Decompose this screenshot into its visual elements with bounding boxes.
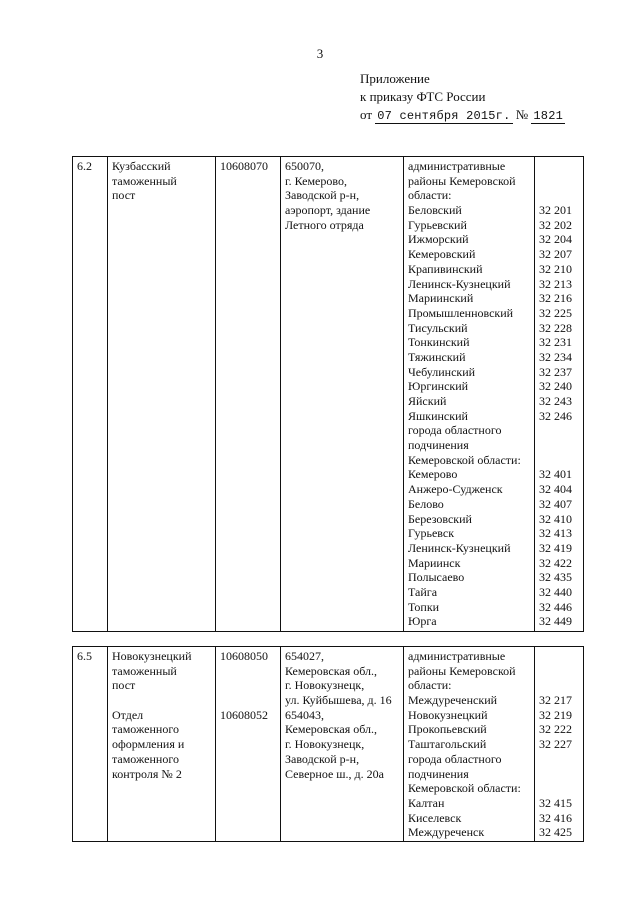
list-item: Прокопьевский bbox=[408, 722, 487, 737]
post-address: 654027, Кемеровская обл., г. Новокузнецк, ул. Куйбышева, д. 16 654043, Кемеровская обл., г. Новокузнецк, Заводской р-н, Северное ш., д. 20а bbox=[281, 647, 404, 841]
list-item: Яйский bbox=[408, 394, 447, 408]
list-item: Калтан bbox=[408, 795, 445, 810]
post-code: 10608070 bbox=[216, 157, 281, 631]
appendix-no-label: № bbox=[515, 107, 529, 122]
region-codes: 32 217 32 219 32 222 32 227 32 415 32 416 32 425 bbox=[539, 693, 572, 840]
list-item: Кемеровский bbox=[408, 247, 476, 262]
list-item: Кемерово bbox=[408, 467, 458, 482]
list-item: Новокузнецкий bbox=[408, 707, 488, 722]
list-item: Крапивинский bbox=[408, 261, 483, 276]
appendix-date: 07 сентября 2015г. bbox=[377, 109, 511, 123]
list-item: Анжеро-Судженск bbox=[408, 482, 503, 497]
appendix-number: 1821 bbox=[533, 109, 564, 123]
list-item: Белово bbox=[408, 496, 444, 511]
appendix-date-line bbox=[360, 106, 565, 125]
list-item: Топки bbox=[408, 599, 440, 614]
list-item: Ижморский bbox=[408, 232, 469, 247]
list-item: Киселевск bbox=[408, 810, 462, 825]
list-item: Тисульский bbox=[408, 320, 468, 335]
row-number: 6.2 bbox=[73, 157, 108, 631]
list-item: Березовский bbox=[408, 511, 472, 526]
list-item: Ленинск-Кузнецкий bbox=[408, 540, 511, 555]
list-item: Тяжинский bbox=[408, 349, 466, 364]
list-item: Тайга bbox=[408, 584, 438, 599]
list-item: Яшкинский bbox=[408, 408, 468, 423]
list-item: Гурьевск bbox=[408, 526, 455, 541]
post-name: Новокузнецкий таможенный пост Отдел таможенного оформления и таможенного контроля № 2 bbox=[108, 647, 216, 841]
region-names: административные районы Кемеровской области: Междуреченский Новокузнецкий Прокопьевский Таштагольский города областного подчинения Кемеровской области: Калтан Киселевск Междуреченск bbox=[404, 647, 535, 841]
appendix-prefix: от bbox=[360, 107, 373, 122]
list-item: Гурьевский bbox=[408, 217, 467, 232]
post-name: Кузбасский таможенный пост bbox=[108, 157, 216, 631]
list-item: Беловский bbox=[408, 203, 462, 218]
appendix-header bbox=[360, 70, 565, 125]
appendix-order: к приказу ФТС России bbox=[360, 89, 486, 104]
list-item: Ленинск-Кузнецкий bbox=[408, 276, 511, 291]
list-item: Междуреченск bbox=[408, 825, 485, 840]
list-item: Мариинск bbox=[408, 555, 461, 570]
customs-table-1 bbox=[72, 156, 584, 632]
list-item: Мариинский bbox=[408, 291, 474, 306]
list-item: Таштагольский bbox=[408, 737, 487, 752]
list-item: Междуреченский bbox=[408, 693, 498, 708]
region-codes: 32 201 32 202 32 204 32 207 32 210 32 213 32 216 32 225 32 228 32 231 32 234 32 237 32 240 32 243 32 246 32 401 32 404 32 407 32 410 32 413 32 419 32 422 32 435 32 440 32 446 32 449 bbox=[539, 203, 572, 629]
region-names: административные районы Кемеровской области: Беловский Гурьевский Ижморский Кемеровский Крапивинский Ленинск-Кузнецкий Мариинский Промышленновский Тисульский Тонкинский Тяжинский Чебулинский Юргинский Яйский Яшкинский города областного подчинения Кемеровской области: Кемерово Анжеро-Судженск Белово Березовский Гурьевск Ленинск-Кузнецкий Мариинск Полысаево Тайга Топки Юрга bbox=[404, 157, 535, 631]
list-item: Юргинский bbox=[408, 379, 469, 394]
post-address: 650070, г. Кемерово, Заводской р-н, аэропорт, здание Летного отряда bbox=[281, 157, 404, 631]
customs-table-2 bbox=[72, 646, 584, 842]
post-code: 10608050 10608052 bbox=[216, 647, 281, 841]
list-item: Промышленновский bbox=[408, 305, 514, 320]
list-item: Полысаево bbox=[408, 570, 465, 585]
appendix-title: Приложение bbox=[360, 71, 430, 86]
list-item: Чебулинский bbox=[408, 364, 476, 379]
list-item: Тонкинский bbox=[408, 335, 470, 350]
list-item: Юрга bbox=[408, 614, 437, 629]
row-number: 6.5 bbox=[73, 647, 108, 841]
page-number: 3 bbox=[316, 46, 324, 61]
